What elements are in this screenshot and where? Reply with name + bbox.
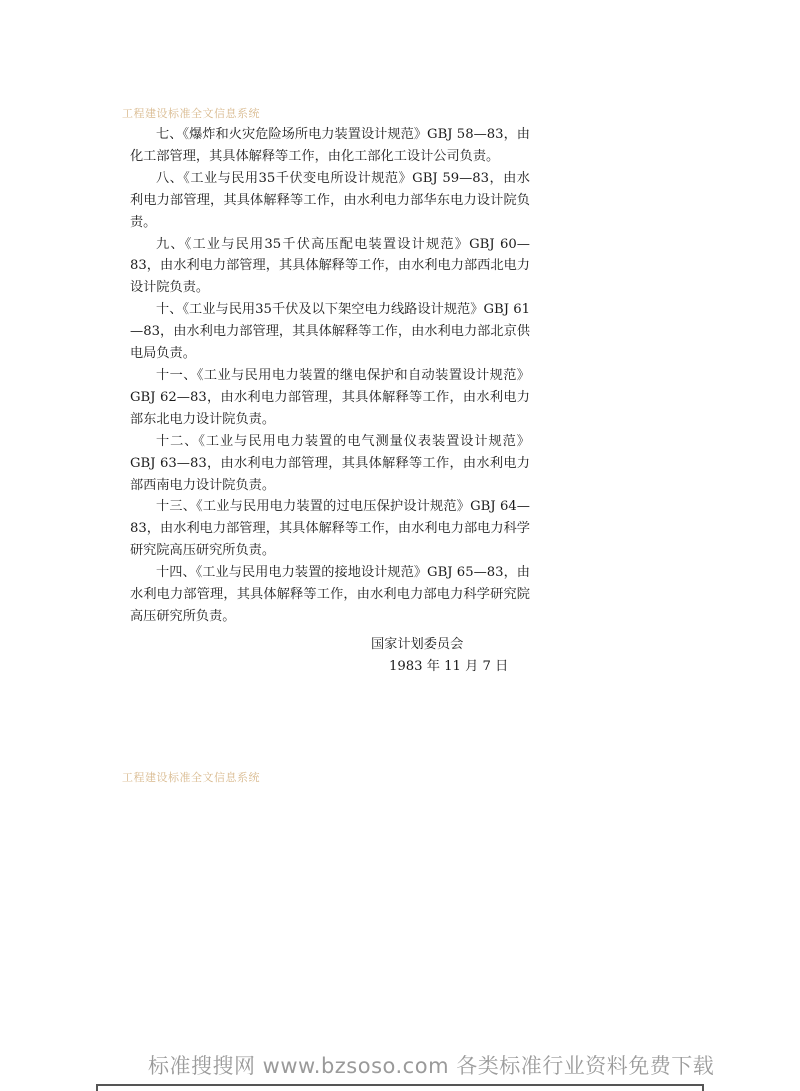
paragraph-14: 十四、《工业与民用电力装置的接地设计规范》GBJ 65—83，由水利电力部管理，其具体解释等工作，由水利电力部电力科学研究院高压研究所负责。 xyxy=(130,565,530,624)
header-watermark: 工程建设标准全文信息系统 xyxy=(122,107,260,120)
document-body xyxy=(130,124,530,628)
paragraph-7: 七、《爆炸和火灾危险场所电力装置设计规范》GBJ 58—83，由化工部管理，其具体解释等工作，由化工部化工设计公司负责。 xyxy=(130,127,530,164)
footer-divider-left-tick xyxy=(96,1084,98,1091)
issuing-organization: 国家计划委员会 xyxy=(371,637,464,652)
issue-date: 1983 年 11 月 7 日 xyxy=(389,659,509,674)
footer-banner: 标准搜搜网 www.bzsoso.com 各类标准行业资料免费下载 xyxy=(148,1054,715,1078)
paragraph-13: 十三、《工业与民用电力装置的过电压保护设计规范》GBJ 64—83，由水利电力部管理，其具体解释等工作，由水利电力部电力科学研究院高压研究所负责。 xyxy=(130,499,530,559)
paragraph-8: 八、《工业与民用35千伏变电所设计规范》GBJ 59—83，由水利电力部管理，其具体解释等工作，由水利电力部华东电力设计院负责。 xyxy=(130,170,530,230)
paragraph-11: 十一、《工业与民用电力装置的继电保护和自动装置设计规范》GBJ 62—83，由水利电力部管理，其具体解释等工作，由水利电力部东北电力设计院负责。 xyxy=(130,367,530,427)
footer-divider xyxy=(96,1084,704,1086)
paragraph-12: 十二、《工业与民用电力装置的电气测量仪表装置设计规范》GBJ 63—83，由水利电力部管理，其具体解释等工作，由水利电力部西南电力设计院负责。 xyxy=(130,433,530,493)
paragraph-9: 九、《工业与民用35千伏高压配电装置设计规范》GBJ 60—83，由水利电力部管理，其具体解释等工作，由水利电力部西北电力设计院负责。 xyxy=(130,236,530,296)
footer-divider-right-tick xyxy=(702,1084,704,1091)
page-watermark: 工程建设标准全文信息系统 xyxy=(122,771,260,784)
signature-block xyxy=(371,634,508,678)
paragraph-10: 十、《工业与民用35千伏及以下架空电力线路设计规范》GBJ 61—83，由水利电力部管理，其具体解释等工作，由水利电力部北京供电局负责。 xyxy=(130,302,530,362)
